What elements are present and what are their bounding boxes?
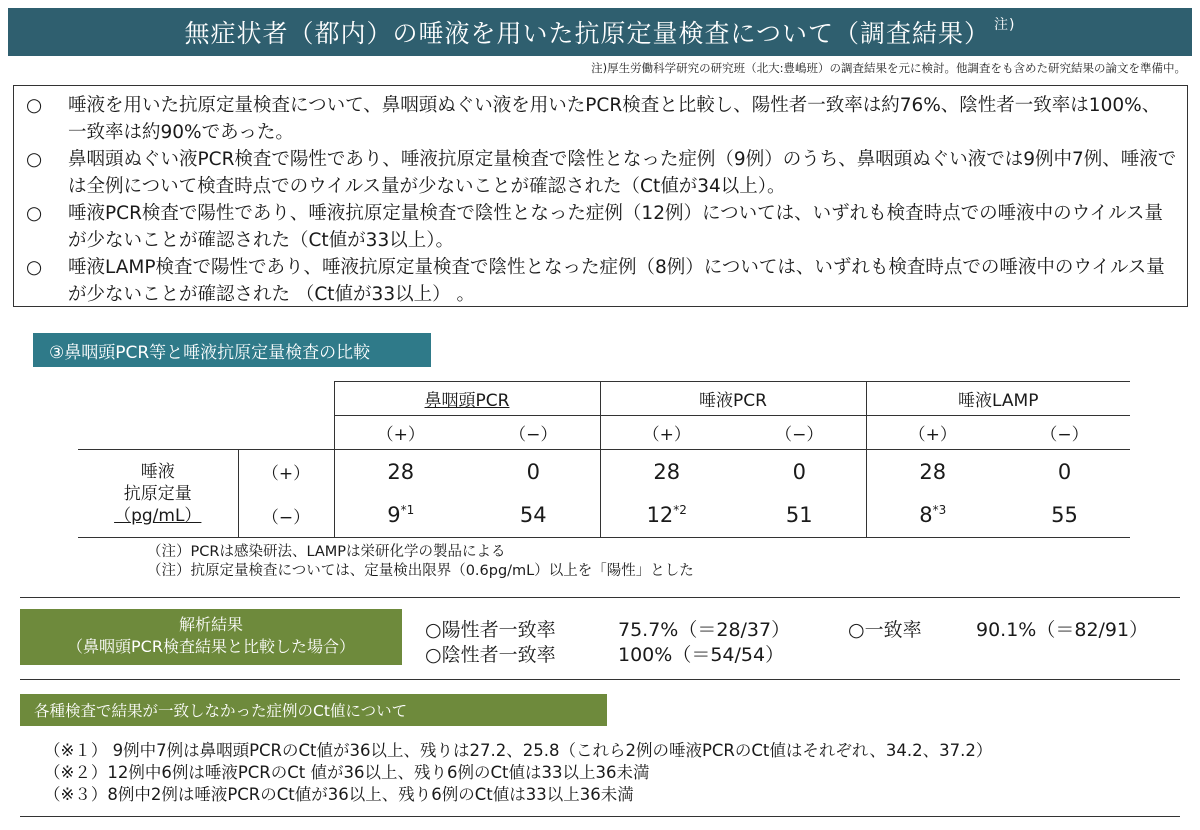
row-header-unit: （pg/mL） [114,505,202,526]
analysis-row-overall [848,618,1148,643]
column-header-saliva-pcr: 唾液PCR [600,382,866,416]
table-cell [999,450,1130,494]
subheader-positive: （+） [866,416,999,450]
divider [20,816,1180,817]
ct-note: （※１） 9例中7例は鼻咽頭PCRのCt値が36以上、残りは27.2、25.8（これら2例の唾液PCRのCt値はそれぞれ、34.2、37.2） [44,741,993,760]
ct-section-label: 各種検査で結果が一致しなかった症例のCt値について [20,694,607,726]
page-title: 無症状者（都内）の唾液を用いた抗原定量検査について（調査結果） [184,19,991,48]
cell-value: 54 [519,503,547,528]
row-sign-positive: （+） [238,450,334,494]
cell-value: 51 [785,503,813,528]
subheader-negative: （−） [999,416,1130,450]
subheader-negative: （−） [467,416,600,450]
analysis-metric-value: 75.7%（＝28/37） [618,619,791,641]
table-cell [334,450,467,494]
row-header-saliva-antigen [78,450,238,538]
subheader-positive: （+） [600,416,733,450]
page-title-bar [8,8,1192,56]
footnote-mark: *2 [673,503,687,518]
table-cell [600,494,733,538]
analysis-label [20,609,402,665]
ct-notes [44,740,992,806]
summary-text: 唾液を用いた抗原定量検査について、鼻咽頭ぬぐい液を用いたPCR検査と比較し、陽性者一致率は約76%、陰性者一致率は100%、一致率は約90%であった。 [68,95,1161,143]
cell-value: 9 [387,503,401,528]
summary-box [13,85,1188,307]
circle-bullet-icon: ○ [26,95,43,116]
table-cell [733,494,866,538]
row-sign-negative: （−） [238,494,334,538]
cell-value: 8 [919,503,933,528]
cell-value: 0 [1057,459,1072,484]
title-footnote-mark: 注) [994,17,1016,33]
summary-text: 唾液LAMP検査で陽性であり、唾液抗原定量検査で陰性となった症例（8例）については、いずれも検査時点での唾液中のウイルス量が少ないことが確認された （Ct値が33以上） 。 [68,257,1165,305]
analysis-row-negative [425,643,790,668]
analysis-metric-value: 100%（＝54/54） [618,644,785,666]
analysis-metric-label: ○一致率 [848,619,922,641]
analysis-row-positive [425,618,790,643]
table-cell [467,450,600,494]
cell-value: 0 [792,459,806,484]
cell-value: 28 [919,459,947,484]
analysis-values [425,618,790,668]
column-header-saliva-lamp: 唾液LAMP [866,382,1130,416]
footnote-mark: *3 [932,503,947,518]
summary-item [26,254,1177,308]
table-cell [733,450,866,494]
analysis-label-title: 解析結果 [178,615,243,634]
circle-bullet-icon: ○ [26,257,43,278]
analysis-values-overall [848,618,1148,643]
subheader-negative: （−） [733,416,866,450]
table-cell [334,494,467,538]
table-cell [866,450,999,494]
cell-value: 55 [1051,503,1078,528]
table-cell [600,450,733,494]
summary-item [26,146,1177,200]
table-note: （注）抗原定量検査については、定量検出限界（0.6pg/mL）以上を「陽性」とした [147,563,694,579]
table-note: （注）PCRは感染研法、LAMPは栄研化学の製品による [147,544,506,560]
comparison-table [78,381,1130,538]
comparison-section-label: ③鼻咽頭PCR等と唾液抗原定量検査の比較 [33,333,431,367]
source-note: 注)厚生労働科学研究の研究班（北大:豊嶋班）の調査結果を元に検討。他調査をも含めた研究結果の論文を準備中。 [591,61,1186,75]
cell-value: 12 [646,503,674,528]
circle-bullet-icon: ○ [26,203,43,224]
summary-text: 鼻咽頭ぬぐい液PCR検査で陽性であり、唾液抗原定量検査で陰性となった症例（9例）のうち、鼻咽頭ぬぐい液では9例中7例、唾液では全例について検査時点でのウイルス量が少ないことが確認された（Ct値が34以上）。 [68,149,1177,197]
table-notes [147,543,694,581]
summary-item [26,92,1177,146]
table-cell [999,494,1130,538]
divider [20,679,1180,680]
analysis-metric-value: 90.1%（＝82/91） [976,619,1149,641]
column-header-nasopharyngeal-pcr [334,382,600,416]
footnote-mark: *1 [400,503,415,518]
analysis-label-subtitle: （鼻咽頭PCR検査結果と比較した場合） [67,637,355,656]
table-cell [467,494,600,538]
row-header-line: 唾液 [140,461,175,482]
row-header-line: 抗原定量 [123,483,192,504]
divider [20,597,1180,598]
cell-value: 0 [526,459,540,484]
table-cell [866,494,999,538]
column-header-label: 鼻咽頭PCR [424,391,510,411]
subheader-positive: （+） [334,416,467,450]
cell-value: 28 [653,459,681,484]
cell-value: 28 [387,459,415,484]
analysis-metric-label: ○陰性者一致率 [425,644,556,666]
summary-item [26,200,1177,254]
summary-text: 唾液PCR検査で陽性であり、唾液抗原定量検査で陰性となった症例（12例）については、いずれも検査時点での唾液中のウイルス量が少ないことが確認された（Ct値が33以上）。 [68,203,1163,251]
analysis-metric-label: ○陽性者一致率 [425,619,556,641]
ct-note: （※２）12例中6例は唾液PCRのCt 値が36以上、残り6例のCt値は33以上36未満 [44,763,650,782]
circle-bullet-icon: ○ [26,149,43,170]
ct-note: （※３）8例中2例は唾液PCRのCt値が36以上、残り6例のCt値は33以上36未満 [44,785,634,804]
